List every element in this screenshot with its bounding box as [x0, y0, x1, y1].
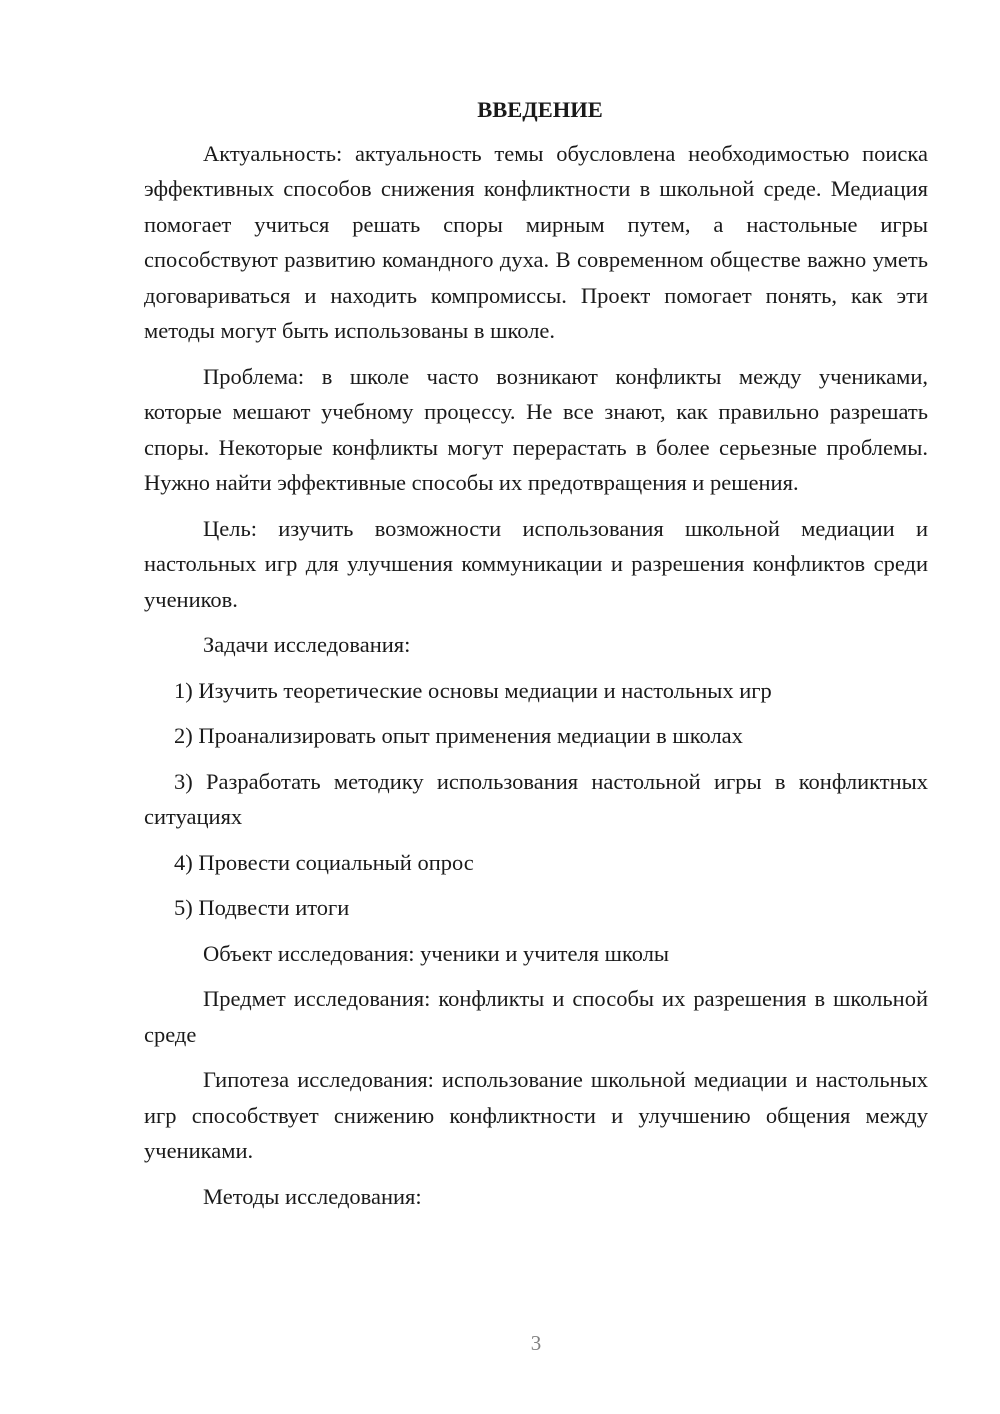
relevance-paragraph: Актуальность: актуальность темы обусловлена необходимостью поиска эффективных способов снижения конфликтности в школьной среде. Медиация помогает учиться решать споры мирным путем, а настольные игры способствуют развитию командного духа. В современном обществе важно уметь договариваться и находить компромиссы. Проект помогает понять, как эти методы могут быть использованы в школе. [144, 140, 928, 343]
subject-paragraph: Предмет исследования: конфликты и способы их разрешения в школьной среде [144, 986, 928, 1047]
page-content [144, 92, 928, 1224]
goal-paragraph: Цель: изучить возможности использования школьной медиации и настольных игр для улучшения коммуникации и разрешения конфликтов среди учеников. [144, 515, 928, 612]
problem-paragraph: Проблема: в школе часто возникают конфликты между учениками, которые мешают учебному процессу. Не все знают, как правильно разрешать споры. Некоторые конфликты могут перерастать в более серьезные проблемы. Нужно найти эффективные способы их предотвращения и решения. [144, 363, 928, 495]
task-item-1: 1) Изучить теоретические основы медиации и настольных игр [174, 677, 772, 703]
page-number: 3 [530, 1331, 542, 1355]
section-heading: ВВЕДЕНИЕ [477, 97, 603, 122]
hypothesis-paragraph: Гипотеза исследования: использование школьной медиации и настольных игр способствует снижению конфликтности и улучшению общения между учениками. [144, 1067, 928, 1163]
object-paragraph: Объект исследования: ученики и учителя школы [203, 940, 670, 966]
tasks-title: Задачи исследования: [203, 632, 411, 657]
task-item-4: 4) Провести социальный опрос [174, 849, 474, 875]
task-item-2: 2) Проанализировать опыт применения медиации в школах [174, 723, 743, 748]
task-item-5: 5) Подвести итоги [174, 895, 350, 920]
task-item-3: 3) Разработать методику использования настольной игры в конфликтных ситуациях [144, 768, 928, 829]
methods-title: Методы исследования: [203, 1183, 422, 1209]
